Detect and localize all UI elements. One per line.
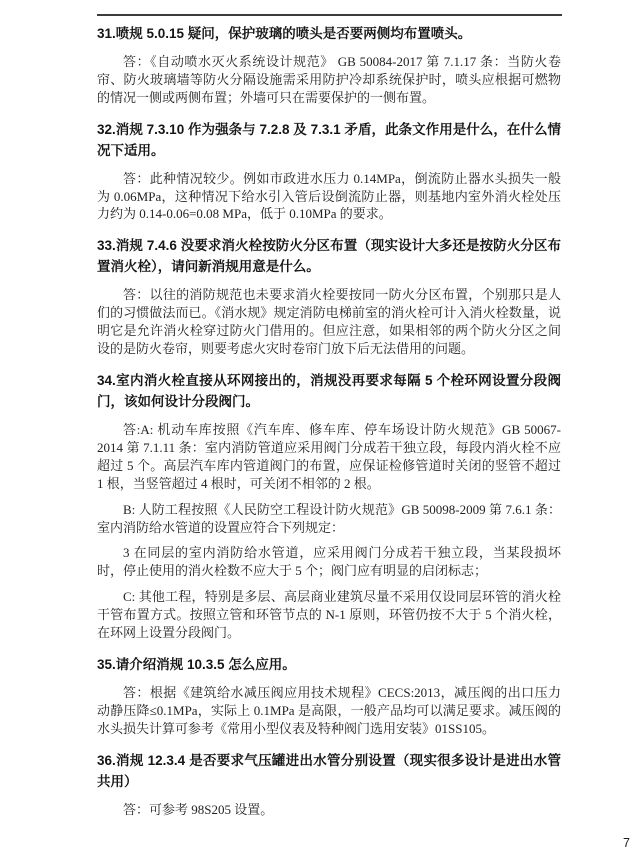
question-33: 33.消规 7.4.6 没要求消火栓按防火分区布置（现实设计大多还是按防火分区布置消火栓），请问新消规用意是什么。 [97,238,561,275]
question-32: 32.消规 7.3.10 作为强条与 7.2.8 及 7.3.1 矛盾，此条文作用是什么，在什么情况下适用。 [97,121,561,158]
answer-32: 答：此种情况较少。例如市政进水压力 0.14MPa，倒流防止器水头损失一般为 0.06MPa，这种情况下给水引入管后设倒流防止器，则基地内室外消火栓处压力约为 0.14-0.06=0.08 MPa，低于 0.10MPa 的要求。 [97,170,561,222]
answer-31: 答：《自动喷水灭火系统设计规范》 GB 50084-2017 第 7.1.17 条：当防火卷帘、防火玻璃墙等防火分隔设施需采用防护冷却系统保护时，喷头应根据可燃物的情况一侧或两侧布置；外墙可只在需要保护的一侧布置。 [97,53,561,105]
page-number: 7 [623,836,630,850]
answer-34-part-b-item-3: 3 在同层的室内消防给水管道，应采用阀门分成若干独立段，当某段损坏时，停止使用的消火栓数不应大于 5 个；阀门应有明显的启闭标志； [97,545,561,579]
question-36: 36.消规 12.3.4 是否要求气压罐进出水管分别设置（现实很多设计是进出水管共用） [97,752,561,789]
answer-35: 答：根据《建筑给水减压阀应用技术规程》CECS:2013，减压阀的出口压力动静压降≤0.1MPa，实际上 0.1MPa 是高限，一般产品均可以满足要求。减压阀的水头损失计算可参考《常用小型仪表及特种阀门选用安装》01SS105。 [97,685,561,736]
question-31: 31.喷规 5.0.15 疑问，保护玻璃的喷头是否要两侧均布置喷头。 [97,26,472,41]
answer-34-part-a: 答:A: 机动车库按照《汽车库、修车库、停车场设计防火规范》GB 50067-2014 第 7.1.11 条：室内消防管道应采用阀门分成若干独立段，每段内消火栓不应超过 5 个。高层汽车库内管道阀门的布置，应保证检修管道时关闭的竖管不超过 1 根，当竖管超过 4 根时，可关闭不相邻的 2 根。 [97,421,561,491]
top-rule [97,14,562,16]
question-34: 34.室内消火栓直接从环网接出的，消规没再要求每隔 5 个栓环网设置分段阀门，该如何设计分段阀门。 [97,372,561,409]
qa-content [97,24,561,827]
answer-36: 答：可参考 98S205 设置。 [123,801,274,817]
answer-34-part-b: B: 人防工程按照《人民防空工程设计防火规范》GB 50098-2009 第 7.6.1 条：室内消防给水管道的设置应符合下列规定： [97,501,561,535]
answer-33: 答：以往的消防规范也未要求消火栓要按同一防火分区布置，个别那只是人们的习惯做法而已。《消水规》规定消防电梯前室的消火栓可计入消火栓数量，说明它是允许消火栓穿过防火门借用的。但应注意，如果相邻的两个防火分区之间设的是防火卷帘，则要考虑火灾时卷帘门放下后无法借用的问题。 [97,287,561,357]
answer-34-part-c: C: 其他工程，特别是多层、高层商业建筑尽量不采用仅设同层环管的消火栓干管布置方式。按照立管和环管节点的 N-1 原则，环管仍按不大于 5 个消火栓，在环网上设置分段阀门。 [97,589,561,641]
question-35: 35.请介绍消规 10.3.5 怎么应用。 [97,657,296,673]
